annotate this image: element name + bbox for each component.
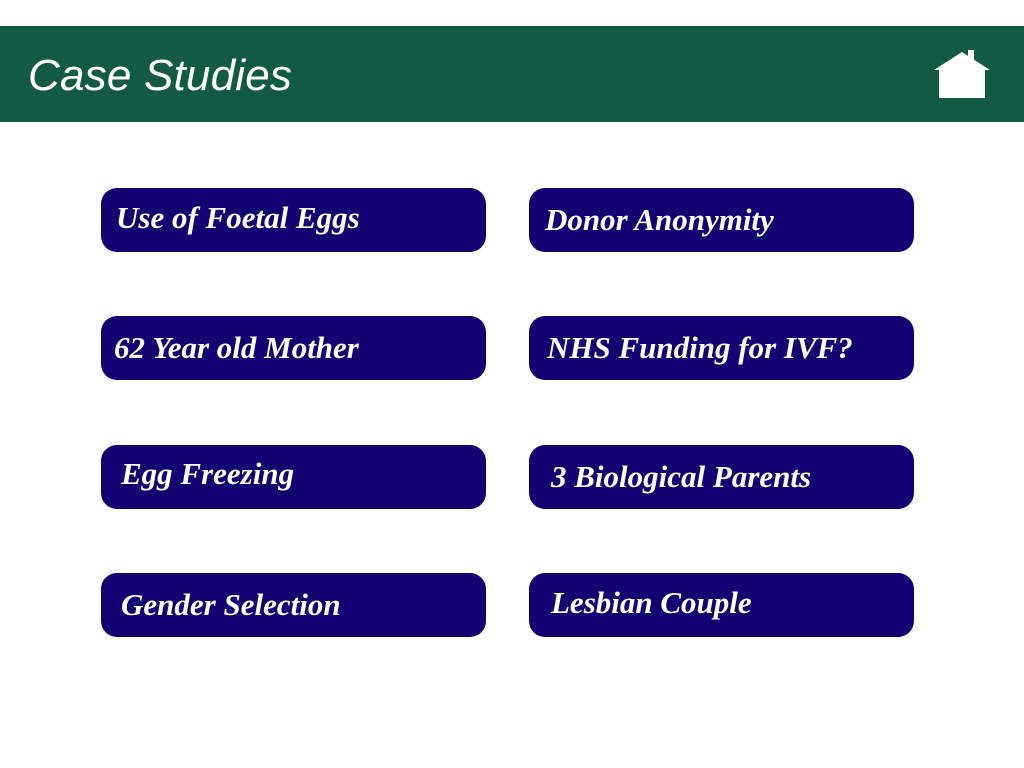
- home-icon: [932, 48, 992, 102]
- case-button-label: Gender Selection: [121, 587, 341, 622]
- header-bar: [0, 26, 1024, 122]
- case-button-label: NHS Funding for IVF?: [547, 330, 853, 365]
- case-button-62-year-old-mother[interactable]: [101, 316, 486, 380]
- case-button-label: Use of Foetal Eggs: [116, 200, 360, 235]
- case-button-label: Lesbian Couple: [551, 585, 752, 620]
- case-button-label: Egg Freezing: [121, 456, 295, 491]
- case-button-nhs-funding-for-ivf[interactable]: [529, 316, 914, 380]
- case-button-label: 3 Biological Parents: [551, 459, 812, 494]
- case-button-egg-freezing[interactable]: [101, 445, 486, 509]
- case-button-3-biological-parents[interactable]: [529, 445, 914, 509]
- case-button-lesbian-couple[interactable]: [529, 573, 914, 637]
- case-button-use-of-foetal-eggs[interactable]: [101, 188, 486, 252]
- home-button[interactable]: [932, 48, 992, 102]
- case-button-donor-anonymity[interactable]: [529, 188, 914, 252]
- case-button-label: 62 Year old Mother: [114, 330, 359, 365]
- page-title: Case Studies: [28, 51, 293, 100]
- case-button-gender-selection[interactable]: [101, 573, 486, 637]
- case-button-label: Donor Anonymity: [545, 202, 774, 237]
